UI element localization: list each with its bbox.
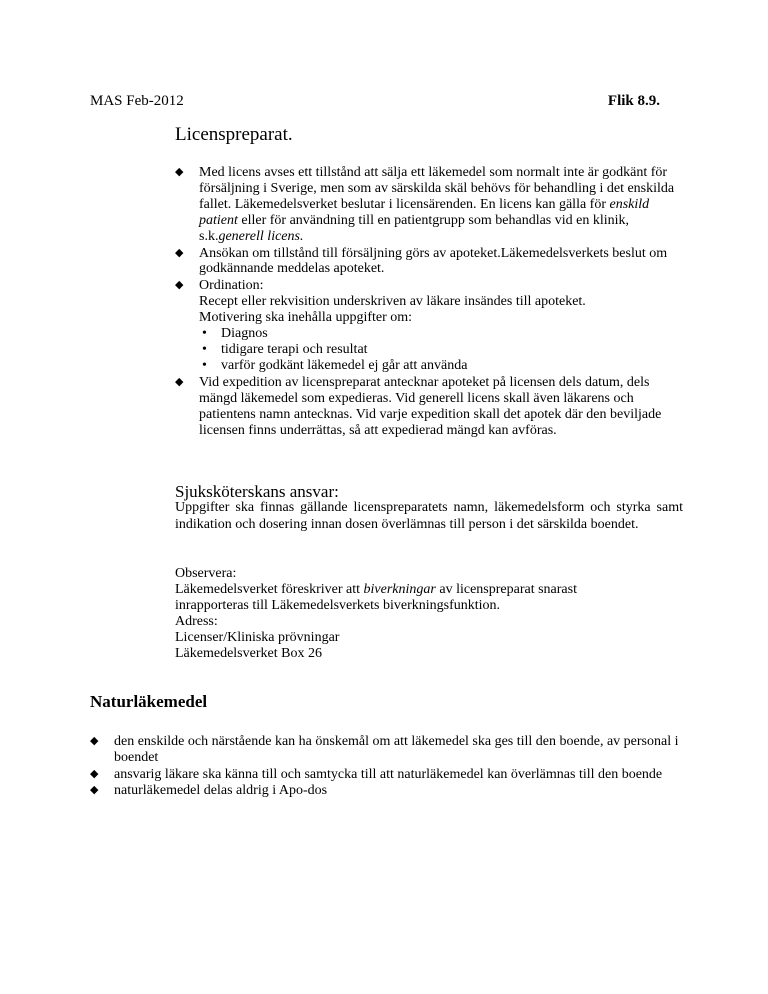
licens-list: [175, 165, 680, 439]
list-item: ◆ den enskilde och närstående kan ha önskemål om att läkemedel ska ges till den boende, av personal i boendet: [90, 734, 679, 766]
adress-label: Adress:: [175, 614, 218, 629]
header-left: MAS Feb-2012: [90, 93, 184, 109]
list-item: ◆ ansvarig läkare ska känna till och samtycka till att naturläkemedel kan överlämnas till den boende: [90, 766, 663, 782]
item-text: Ansökan om tillstånd till försäljning görs av apoteket.Läkemedelsverkets beslut om godkännande meddelas apoteket.: [199, 245, 668, 277]
observera-label: Observera:: [175, 566, 237, 581]
naturlakemedel-heading: Naturläkemedel: [90, 692, 208, 711]
ordination-label: Ordination:: [199, 278, 264, 294]
licens-item-ordination: [175, 278, 680, 373]
dot-bullet-icon: •: [202, 357, 207, 373]
item-emphasis: enskild patient: [199, 196, 650, 228]
naturlakemedel-list: [90, 734, 688, 799]
ordination-line: Recept eller rekvisition underskriven av läkare insändes till apoteket.: [199, 294, 586, 310]
list-item: • Diagnos: [202, 326, 268, 342]
motivering-list: [199, 326, 680, 374]
diamond-bullet-icon: ◆: [175, 166, 184, 178]
adress-line: Licenser/Kliniska prövningar: [175, 630, 340, 645]
diamond-bullet-icon: ◆: [175, 375, 184, 388]
header-tab-label: Flik 8.9.: [607, 93, 660, 109]
dot-bullet-icon: •: [202, 326, 207, 342]
dot-bullet-icon: •: [202, 341, 207, 357]
ordination-line: Motivering ska inehålla uppgifter om:: [199, 310, 413, 326]
item-text: eller för användning till en patientgrupp som behandlas vid en klinik, s.k.: [199, 212, 630, 244]
item-text: Vid expedition av licenspreparat antecknar apoteket på licensen dels datum, dels mängd läkemedel som expedieras. Vid generell licens skall även läkarens och patientens namn antecknas. Vid varje expedition skall det apotek där den beviljade licensen finns underrättas, så att expedierad mängd kan avföras.: [199, 374, 662, 438]
diamond-bullet-icon: ◆: [90, 767, 99, 780]
observera-block: [175, 566, 683, 662]
licens-item-ansokan: [175, 246, 680, 278]
diamond-bullet-icon: ◆: [175, 279, 184, 292]
diamond-bullet-icon: ◆: [175, 246, 184, 259]
observera-line: Läkemedelsverket föreskriver att biverkningar av licenspreparat snarast: [175, 582, 577, 597]
item-emphasis: generell licens.: [218, 228, 304, 244]
list-item: • tidigare terapi och resultat: [202, 341, 368, 357]
adress-line: Läkemedelsverket Box 26: [175, 646, 322, 661]
list-item: ◆ naturläkemedel delas aldrig i Apo-dos: [90, 782, 328, 798]
sjukskoterska-paragraph: Uppgifter ska finnas gällande licenspreparatets namn, läkemedelsform och styrka samt indikation och dosering innan dosen överlämnas till person i det särskilda boendet.: [175, 500, 683, 532]
licens-item-expedition: [175, 375, 680, 439]
observera-line: inrapporteras till Läkemedelsverkets biverkningsfunktion.: [175, 598, 501, 613]
item-text: Med licens avses ett tillstånd att sälja ett läkemedel som normalt inte är godkänt för försäljning i Sverige, men som av särskilda skäl behövs för behandling i det enskilda fallet. Läkemedelsverket beslutar i licensärenden. En licens kan gälla för: [199, 165, 675, 212]
diamond-bullet-icon: ◆: [90, 735, 99, 747]
list-item: • varför godkänt läkemedel ej går att använda: [202, 357, 468, 373]
sjukskoterska-heading: Sjuksköterskans ansvar:: [175, 482, 339, 501]
licens-item-definition: [175, 165, 680, 245]
diamond-bullet-icon: ◆: [90, 783, 99, 796]
item-emphasis: biverkningar: [363, 582, 436, 597]
licenspreparat-heading: Licenspreparat.: [175, 124, 293, 145]
